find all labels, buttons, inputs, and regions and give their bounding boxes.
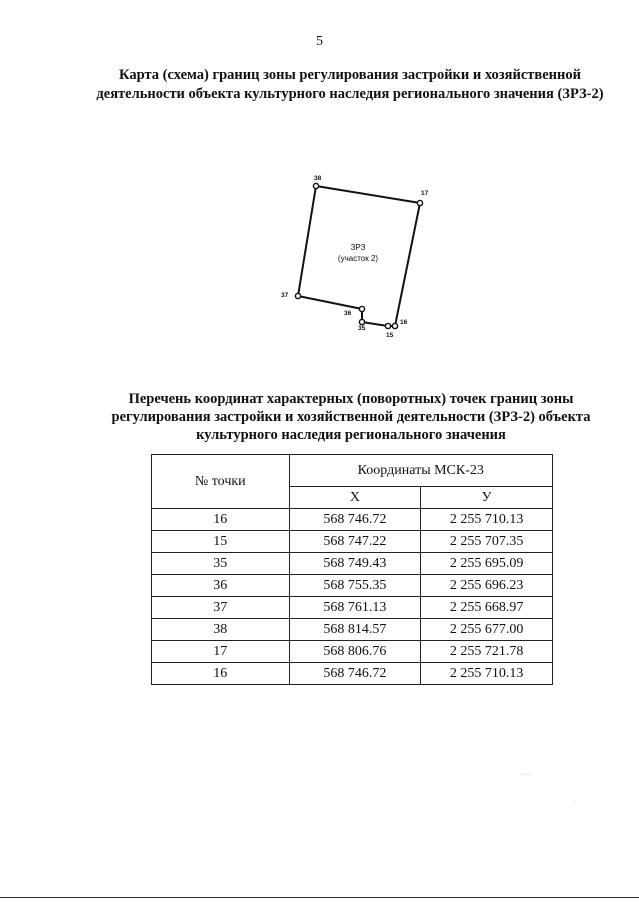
cell-x: 568 746.72 <box>289 663 421 685</box>
cell-y: 2 255 721.78 <box>421 641 553 663</box>
cell-y: 2 255 695.09 <box>421 553 553 575</box>
table-row <box>152 575 553 597</box>
cell-point: 16 <box>152 663 290 685</box>
vertex-label-38: 38 <box>314 175 322 182</box>
cell-x: 568 761.13 <box>289 597 421 619</box>
cell-x: 568 747.22 <box>289 531 421 553</box>
scan-speck: · <box>574 800 576 806</box>
cell-x: 568 755.35 <box>289 575 421 597</box>
vertex-37 <box>295 293 300 298</box>
zone-sublabel: (участок 2) <box>337 254 379 263</box>
cell-y: 2 255 710.13 <box>421 509 553 531</box>
vertex-35 <box>359 319 364 324</box>
vertex-label-15: 15 <box>386 332 394 339</box>
vertex-label-16: 16 <box>400 319 408 326</box>
cell-y: 2 255 696.23 <box>421 575 553 597</box>
cell-y: 2 255 677.00 <box>421 619 553 641</box>
table-row <box>152 597 553 619</box>
cell-y: 2 255 668.97 <box>421 597 553 619</box>
cell-x: 568 749.43 <box>289 553 421 575</box>
page-bottom-rule <box>0 897 639 898</box>
table-row <box>152 641 553 663</box>
boundary-scheme-svg <box>270 168 440 348</box>
cell-point: 15 <box>152 531 290 553</box>
vertex-15 <box>385 323 390 328</box>
vertex-38 <box>313 183 318 188</box>
cell-point: 36 <box>152 575 290 597</box>
cell-point: 37 <box>152 597 290 619</box>
vertex-label-17: 17 <box>421 190 429 197</box>
cell-point: 38 <box>152 619 290 641</box>
page-number: 5 <box>316 34 323 49</box>
boundary-scheme <box>270 168 440 348</box>
table-row <box>152 553 553 575</box>
table-row <box>152 619 553 641</box>
vertex-17 <box>417 200 422 205</box>
table-row <box>152 509 553 531</box>
cell-point: 17 <box>152 641 290 663</box>
vertex-label-35: 35 <box>358 325 366 332</box>
scan-speck: · · · · <box>520 772 533 778</box>
col-header-x: X <box>289 487 421 509</box>
table-title: Перечень координат характерных (поворотных) точек границ зоны регулирования застройки и хозяйственной деятельности (ЗРЗ-2) объекта культурного наследия регионального значения <box>111 391 591 443</box>
vertex-16 <box>392 323 397 328</box>
cell-y: 2 255 707.35 <box>421 531 553 553</box>
zone-label: ЗРЗ <box>350 243 366 252</box>
cell-x: 568 814.57 <box>289 619 421 641</box>
cell-x: 568 746.72 <box>289 509 421 531</box>
vertex-label-36: 36 <box>344 310 352 317</box>
col-header-point: № точки <box>152 455 290 509</box>
table-row <box>152 663 553 685</box>
col-header-coords: Координаты МСК-23 <box>289 455 552 487</box>
cell-point: 16 <box>152 509 290 531</box>
cell-point: 35 <box>152 553 290 575</box>
cell-y: 2 255 710.13 <box>421 663 553 685</box>
coordinates-table <box>151 454 553 685</box>
map-title: Карта (схема) границ зоны регулирования застройки и хозяйственной деятельности объекта культурного наследия регионального значения (ЗРЗ-2) <box>96 67 604 102</box>
vertex-label-37: 37 <box>281 292 289 299</box>
cell-x: 568 806.76 <box>289 641 421 663</box>
table-row <box>152 531 553 553</box>
vertex-36 <box>359 306 364 311</box>
col-header-y: У <box>421 487 553 509</box>
